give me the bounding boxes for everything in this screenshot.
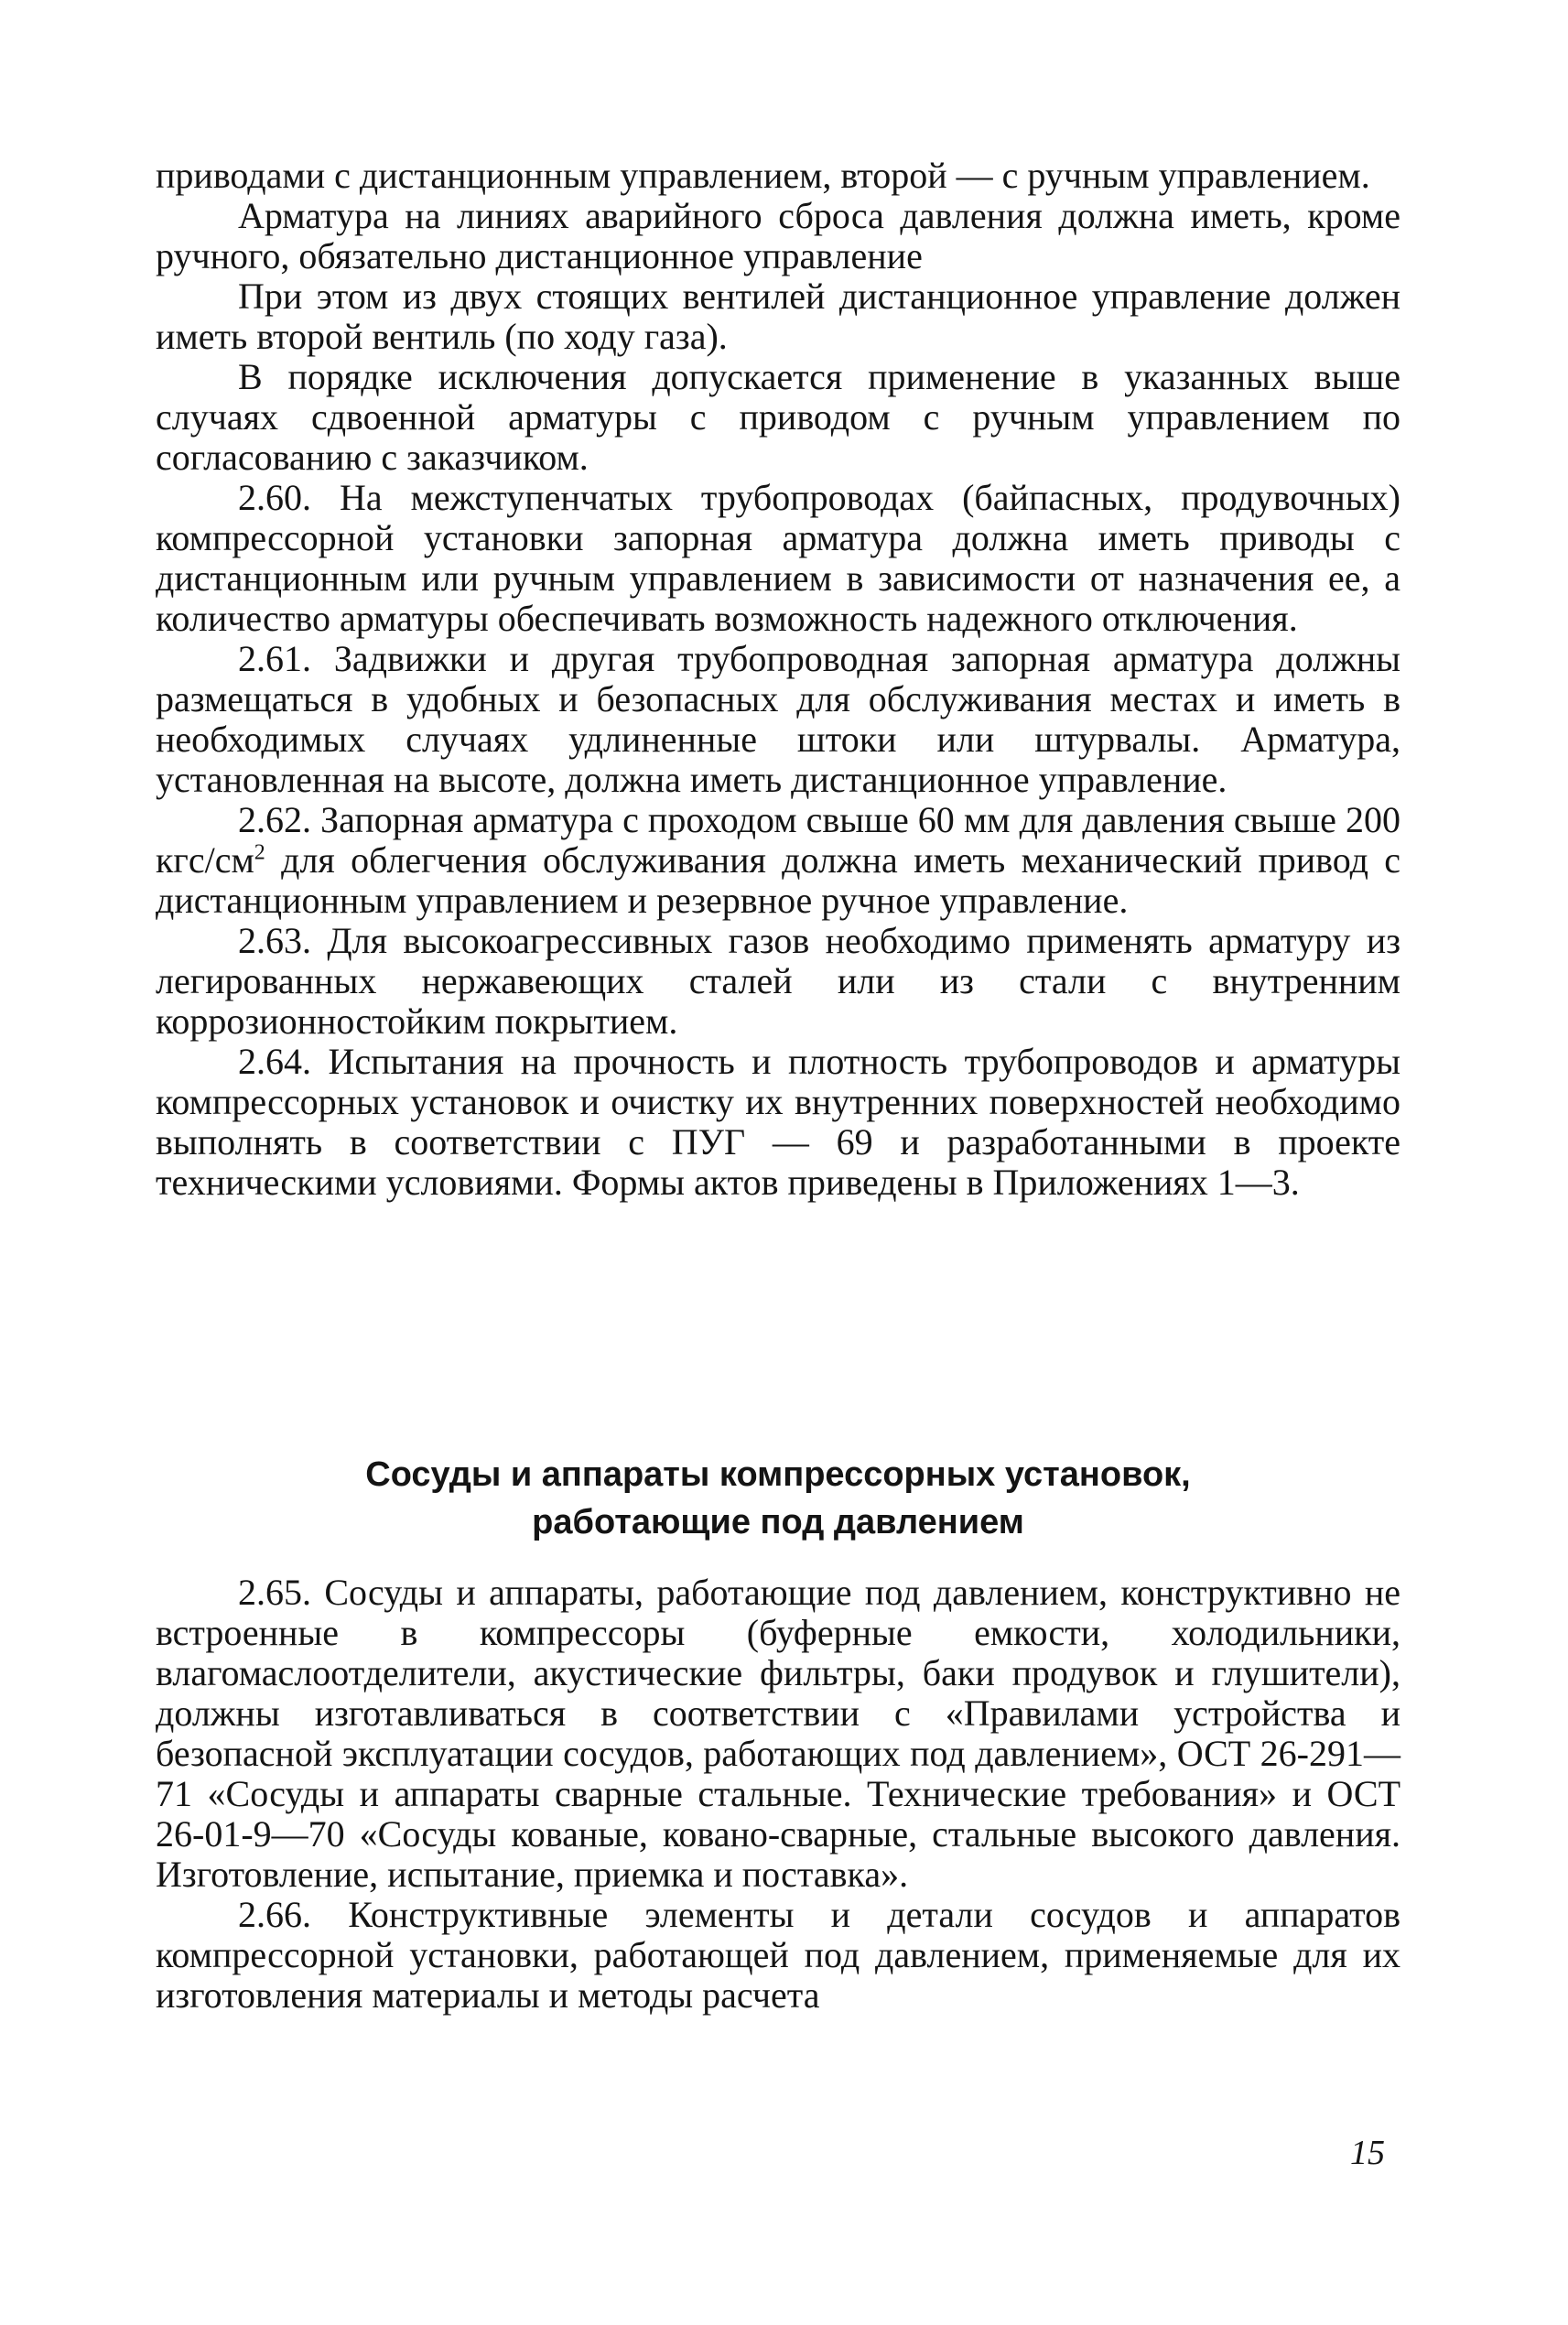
section-heading-line2: работающие под давлением: [532, 1503, 1024, 1541]
paragraph-2-62: [156, 800, 1400, 921]
page-number: 15: [1350, 2134, 1385, 2172]
paragraph-emergency-valves: Арматура на линиях аварийного сброса давления должна иметь, кроме ручного, обязательно дистанционное управление: [156, 195, 1400, 276]
body-text-upper: [156, 156, 1400, 1203]
section-heading: [156, 1451, 1400, 1546]
paragraph-2-63: 2.63. Для высокоагрессивных газов необходимо применять арматуру из легированных нержавеющих сталей или из стали с внутренним коррозионностойким покрытием.: [156, 920, 1400, 1042]
paragraph-2-61: 2.61. Задвижки и другая трубопроводная запорная арматура должны размещаться в удобных и безопасных для обслуживания местах и иметь в необходимых случаях удлиненные штоки или штурвалы. Арматура, установленная на высоте, должна иметь дистанционное управление.: [156, 638, 1400, 800]
paragraph-exception: В порядке исключения допускается применение в указанных выше случаях сдвоенной арматуры с приводом с ручным управлением по согласованию с заказчиком.: [156, 356, 1400, 478]
section-heading-line1: Сосуды и аппараты компрессорных установок,: [365, 1455, 1191, 1494]
paragraph-2-64: 2.64. Испытания на прочность и плотность трубопроводов и арматуры компрессорных установок и очистку их внутренних поверхностей необходимо выполнять в соответствии с ПУГ — 69 и разработанными в проекте техническими условиями. Формы актов приведены в Приложениях 1—3.: [156, 1041, 1400, 1203]
paragraph-remote-control-second-valve: При этом из двух стоящих вентилей дистанционное управление должен иметь второй вентиль (по ходу газа).: [156, 276, 1400, 357]
paragraph-2-62-part1: 2.62. Запорная арматура с проходом свыше 60 мм для давления свыше 200 кгс/см: [156, 799, 1400, 881]
body-text-lower: [156, 1573, 1400, 2016]
paragraph-2-62-part2: для облегчения обслуживания должна иметь механический привод с дистанционным управлением и резервное ручное управление.: [156, 839, 1400, 921]
paragraph-continuation: приводами с дистанционным управлением, второй — с ручным управлением.: [156, 155, 1370, 196]
superscript-2: 2: [254, 840, 265, 865]
paragraph-2-66: 2.66. Конструктивные элементы и детали сосудов и аппаратов компрессорной установки, работающей под давлением, применяемые для их изготовления материалы и методы расчета: [156, 1894, 1400, 2016]
paragraph-2-60: 2.60. На межступенчатых трубопроводах (байпасных, продувочных) компрессорной установки запорная арматура должна иметь приводы с дистанционным или ручным управлением в зависимости от назначения ее, а количество арматуры обеспечивать возможность надежного отключения.: [156, 477, 1400, 639]
paragraph-2-65: 2.65. Сосуды и аппараты, работающие под давлением, конструктивно не встроенные в компрессоры (буферные емкости, холодильники, влагомаслоотделители, акустические фильтры, баки продувок и глушители), должны изготавливаться в соответствии с «Правилами устройства и безопасной эксплуатации сосудов, работающих под давлением», ОСТ 26-291—71 «Сосуды и аппараты сварные стальные. Технические требования» и ОСТ 26-01-9—70 «Сосуды кованые, ковано-сварные, стальные высокого давления. Изготовление, испытание, приемка и поставка».: [156, 1572, 1400, 1895]
